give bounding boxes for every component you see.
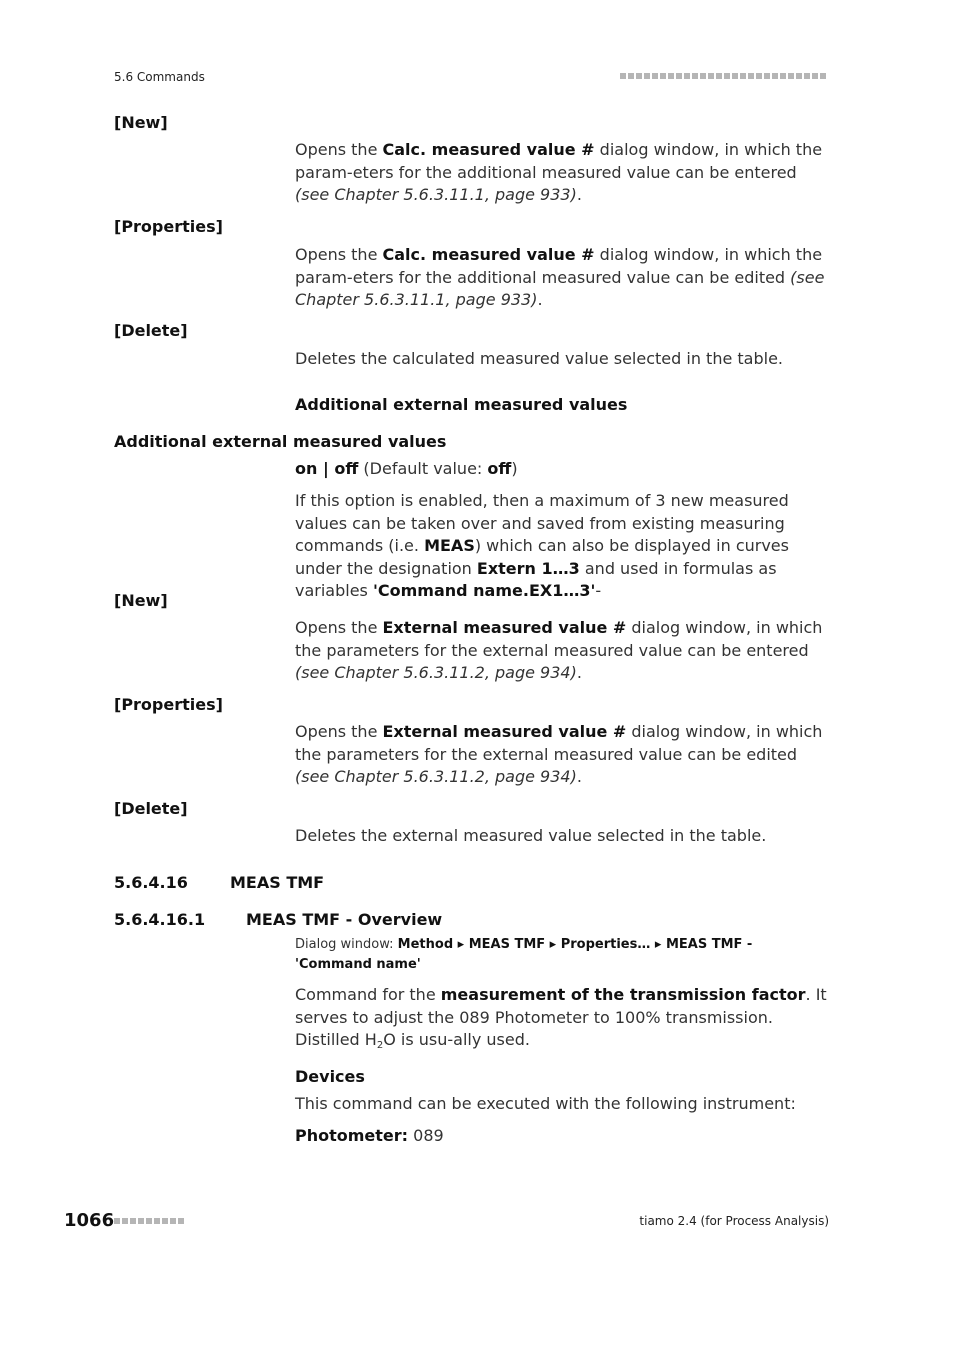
chapter-link[interactable]: (see Chapter 5.6.3.11.2, page 934) — [295, 767, 577, 786]
footer-product: tiamo 2.4 (for Process Analysis) — [639, 1214, 829, 1228]
header-decoration-dots — [620, 73, 828, 79]
desc-text: dialog window, in which the param-eters for the additional measured value can be edited — [295, 245, 823, 287]
dialog-path — [295, 935, 830, 975]
delete-description: Deletes the calculated measured value selected in the table. — [295, 349, 783, 368]
devices-heading: Devices — [295, 1067, 365, 1086]
desc-text: . — [537, 290, 543, 309]
button-label-properties: [Properties] — [114, 217, 223, 236]
desc-text: Opens the — [295, 618, 383, 637]
button-label-properties-external: [Properties] — [114, 695, 223, 714]
option-values — [295, 458, 830, 481]
subsection-number: 5.6.4.16.1 — [114, 910, 206, 929]
desc-text: Opens the — [295, 245, 383, 264]
desc-text: dialog window, in which the param-eters for the additional measured value can be entered — [295, 140, 823, 182]
new-external-description — [295, 617, 830, 685]
desc-text: ) which can also be displayed in curves under the designation — [295, 536, 789, 578]
dialog-name: Calc. measured value # — [382, 140, 595, 159]
desc-text: dialog window, in which the parameters for the external measured value can be entered — [295, 618, 823, 660]
desc-text: . — [576, 767, 582, 786]
properties-description — [295, 244, 830, 312]
desc-text: O is usu-ally used. — [383, 1030, 530, 1049]
device-label: Photometer: — [295, 1126, 409, 1145]
option-description — [295, 490, 830, 603]
subsection-title: MEAS TMF - Overview — [246, 910, 443, 929]
desc-text: Opens the — [295, 140, 383, 159]
dialog-path-value: Method ▸ MEAS TMF ▸ Properties… ▸ MEAS TMF - 'Command name' — [295, 937, 753, 972]
subscript: 2 — [376, 1040, 384, 1051]
value-separator: | — [317, 459, 335, 478]
device-value: 089 — [408, 1126, 444, 1145]
new-description — [295, 139, 830, 207]
desc-text: If this option is enabled, then a maximum of 3 new measured values can be taken over and saved from existing measuring commands (i.e. — [295, 491, 789, 555]
value-off: off — [334, 459, 359, 478]
desc-text: . — [576, 663, 582, 682]
dialog-name: External measured value # — [382, 722, 627, 741]
command-meas: MEAS — [424, 536, 475, 555]
desc-text: dialog window, in which the parameters for the external measured value can be edited — [295, 722, 823, 764]
dialog-name: External measured value # — [382, 618, 627, 637]
option-label-external-values: Additional external measured values — [114, 432, 447, 451]
desc-text: - — [595, 581, 602, 600]
chapter-link[interactable]: (see Chapter 5.6.3.11.1, page 933) — [295, 185, 577, 204]
delete-external-description: Deletes the external measured value selected in the table. — [295, 826, 767, 845]
device-item — [295, 1125, 830, 1148]
desc-text: and used in formulas as variables — [295, 558, 777, 600]
button-label-delete: [Delete] — [114, 321, 188, 340]
chapter-link[interactable]: (see Chapter 5.6.3.11.2, page 934) — [295, 663, 577, 682]
page-number: 1066 — [64, 1210, 115, 1231]
chapter-link[interactable]: (see Chapter 5.6.3.11.1, page 933) — [295, 267, 825, 309]
desc-text: . — [576, 185, 582, 204]
desc-text: . It serves to adjust the 089 Photometer to 100% transmission. Distilled H — [295, 985, 827, 1049]
footer-decoration-dots — [114, 1218, 186, 1224]
dialog-name: Calc. measured value # — [382, 245, 595, 264]
default-label: (Default value: — [358, 459, 488, 478]
default-value: off — [487, 459, 512, 478]
section-number: 5.6.4.16 — [114, 873, 188, 892]
subheading-external-values: Additional external measured values — [295, 395, 628, 414]
button-label-new: [New] — [114, 113, 168, 132]
button-label-delete-external: [Delete] — [114, 799, 188, 818]
button-label-new-external: [New] — [114, 591, 168, 610]
variable-name: 'Command name.EX1…3' — [372, 581, 596, 600]
desc-text: Command for the — [295, 985, 441, 1004]
overview-keyword: measurement of the transmission factor — [440, 985, 806, 1004]
section-title: MEAS TMF — [230, 873, 325, 892]
running-header-section: 5.6 Commands — [114, 70, 205, 84]
devices-text: This command can be executed with the following instrument: — [295, 1094, 796, 1113]
value-on: on — [295, 459, 318, 478]
designation-extern: Extern 1…3 — [476, 558, 580, 578]
overview-description — [295, 984, 830, 1052]
properties-external-description — [295, 721, 830, 789]
desc-text: Opens the — [295, 722, 383, 741]
default-close: ) — [511, 459, 518, 478]
dialog-path-prefix: Dialog window: — [295, 937, 398, 952]
